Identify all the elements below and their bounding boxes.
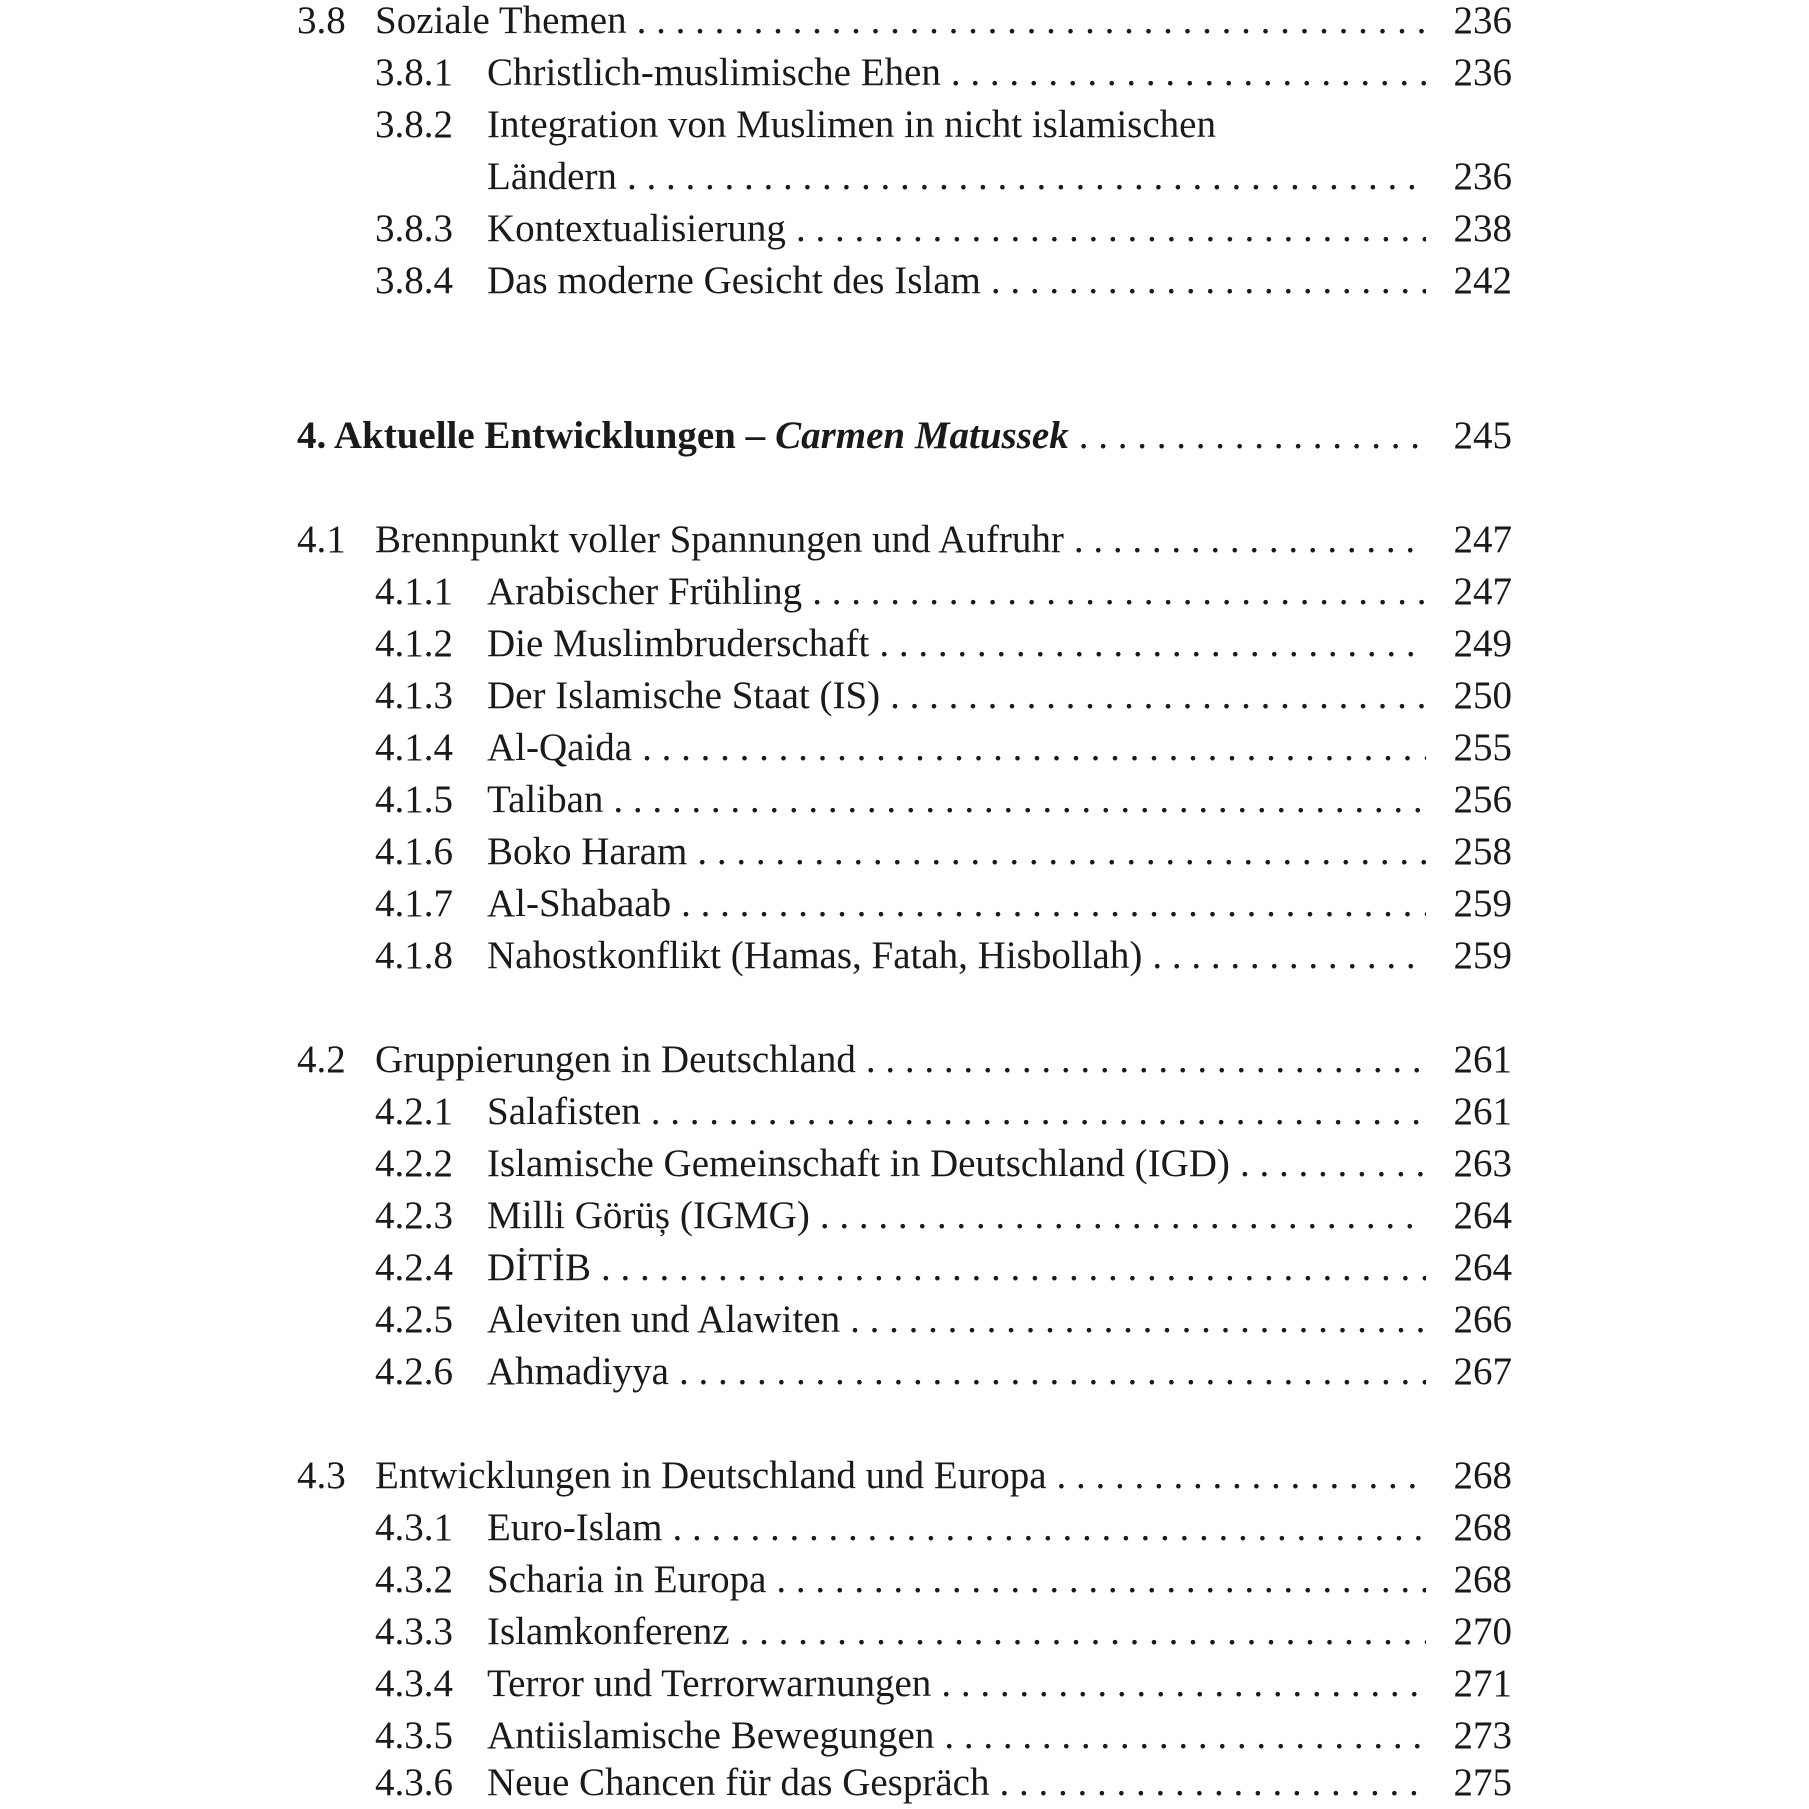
page-number: 273 [1453,1714,1512,1757]
dot-leader [681,878,1426,930]
page-number: 261 [1453,1038,1512,1081]
page-number: 266 [1453,1298,1512,1341]
dot-leader [637,0,1426,47]
page-number: 268 [1453,1558,1512,1601]
section-number: 4.3.2 [375,1558,453,1601]
page-number: 256 [1453,778,1512,821]
dot-leader [651,1086,1426,1138]
toc-entry-4-2-2[interactable] [375,1138,1512,1190]
page-number: 236 [1453,0,1512,42]
section-title: Terror und Terrorwarnungen [487,1662,932,1705]
section-number: 4.2 [297,1038,346,1081]
section-number: 4.2.3 [375,1194,453,1237]
dot-leader [991,255,1426,307]
page-number: 242 [1453,259,1512,302]
dot-leader [1057,1450,1426,1502]
section-title: Arabischer Frühling [487,570,803,613]
page-number: 250 [1453,674,1512,717]
section-number: 4.2.6 [375,1350,453,1393]
section-number: 4.2.5 [375,1298,453,1341]
dot-leader [1152,930,1426,982]
section-title: Aleviten und Alawiten [487,1298,841,1341]
page-number: 268 [1453,1506,1512,1549]
section-title: Nahostkonflikt (Hamas, Fatah, Hisbollah) [487,934,1143,977]
section-number: 4.1 [297,518,346,561]
section-title: Gruppierungen in Deutschland [375,1038,856,1081]
toc-entry-3-8[interactable] [297,0,1512,47]
page-number: 261 [1453,1090,1512,1133]
section-title: Ahmadiyya [487,1350,669,1393]
dot-leader [879,618,1426,670]
toc-entry-4-1-2[interactable] [375,618,1512,670]
section-title: Kontextualisierung [487,207,786,250]
page-number: 264 [1453,1194,1512,1237]
section-number: 4.1.7 [375,882,453,925]
page-number: 275 [1453,1761,1512,1804]
dot-leader [850,1294,1426,1346]
page-number: 271 [1453,1662,1512,1705]
section-title: Soziale Themen [375,0,627,42]
section-title: Die Muslimbruderschaft [487,622,870,665]
dot-leader [679,1346,1426,1398]
dot-leader [890,670,1426,722]
toc-entry-4-3-1[interactable] [375,1502,1512,1554]
section-number: 3.8.2 [375,103,453,146]
toc-entry-4-2-1[interactable] [375,1086,1512,1138]
section-number: 4.3.4 [375,1662,453,1705]
page-number: 267 [1453,1350,1512,1393]
section-number: 4.2.1 [375,1090,453,1133]
toc-entry-4-2[interactable] [297,1034,1512,1086]
toc-entry-3-8-4[interactable] [375,255,1512,307]
section-number: 3.8.4 [375,259,453,302]
dot-leader [1079,410,1426,462]
section-title: Milli Görüș (IGMG) [487,1194,810,1237]
toc-entry-3-8-2-continued[interactable] [487,151,1512,203]
section-title: Scharia in Europa [487,1558,767,1601]
dot-leader [812,566,1426,618]
page-number: 255 [1453,726,1512,769]
toc-entry-4-3-4[interactable] [375,1658,1512,1710]
page-number: 270 [1453,1610,1512,1653]
chapter-title: 4. Aktuelle Entwicklungen – [297,414,766,457]
section-title: DİTİB [487,1246,591,1289]
dot-leader [601,1242,1426,1294]
page-number: 247 [1453,570,1512,613]
dot-leader [999,1757,1426,1809]
page-number: 268 [1453,1454,1512,1497]
toc-entry-4-1-8[interactable] [375,930,1512,982]
dot-leader [740,1606,1426,1658]
dot-leader [672,1502,1426,1554]
toc-entry-3-8-1[interactable] [375,47,1512,99]
section-title: Boko Haram [487,830,688,873]
page-number: 263 [1453,1142,1512,1185]
section-number: 4.3.3 [375,1610,453,1653]
section-title: Al-Shabaab [487,882,672,925]
section-title: Antiislamische Bewegungen [487,1714,935,1757]
toc-entry-4-1-7[interactable] [375,878,1512,930]
section-title: Brennpunkt voller Spannungen und Aufruhr [375,518,1064,561]
toc-entry-4-3-2[interactable] [375,1554,1512,1606]
section-title-continued: Ländern [487,155,617,198]
section-title: Integration von Muslimen in nicht islamischen [487,103,1216,146]
section-title: Euro-Islam [487,1506,663,1549]
page-number: 236 [1453,155,1512,198]
section-number: 4.1.4 [375,726,453,769]
page-number: 259 [1453,882,1512,925]
section-number: 4.1.8 [375,934,453,977]
toc-entry-4-1-5[interactable] [375,774,1512,826]
dot-leader [1074,514,1426,566]
section-number: 4.3.1 [375,1506,453,1549]
section-title: Neue Chancen für das Gespräch [487,1761,990,1804]
toc-entry-4-2-5[interactable] [375,1294,1512,1346]
section-number: 4.2.4 [375,1246,453,1289]
section-number: 4.1.2 [375,622,453,665]
page-number: 259 [1453,934,1512,977]
toc-entry-4-1-1[interactable] [375,566,1512,618]
toc-entry-4-2-4[interactable] [375,1242,1512,1294]
toc-entry-4-3[interactable] [297,1450,1512,1502]
section-number: 4.1.3 [375,674,453,717]
dot-leader [627,151,1426,203]
page-number: 245 [1453,414,1512,457]
toc-entry-4-2-3[interactable] [375,1190,1512,1242]
section-title: Islamkonferenz [487,1610,730,1653]
dot-leader [697,826,1426,878]
toc-entry-4-1-4[interactable] [375,722,1512,774]
section-number: 3.8 [297,0,346,42]
dot-leader [613,774,1426,826]
dot-leader [820,1190,1426,1242]
page-number: 247 [1453,518,1512,561]
toc-entry-4-3-6[interactable] [375,1757,1512,1809]
section-title: Der Islamische Staat (IS) [487,674,881,717]
chapter-author: Carmen Matussek [775,414,1069,457]
toc-entry-4-1[interactable] [297,514,1512,566]
section-number: 4.3.5 [375,1714,453,1757]
dot-leader [941,1658,1426,1710]
dot-leader [1240,1138,1426,1190]
page-number: 236 [1453,51,1512,94]
dot-leader [944,1710,1426,1762]
section-number: 3.8.3 [375,207,453,250]
dot-leader [951,47,1426,99]
toc-entry-3-8-3[interactable] [375,203,1512,255]
section-number: 3.8.1 [375,51,453,94]
toc-entry-4-1-3[interactable] [375,670,1512,722]
dot-leader [796,203,1426,255]
section-number: 4.1.6 [375,830,453,873]
toc-entry-4-2-6[interactable] [375,1346,1512,1398]
section-number: 4.1.1 [375,570,453,613]
section-title: Taliban [487,778,604,821]
section-title: Salafisten [487,1090,641,1133]
dot-leader [776,1554,1426,1606]
section-number: 4.3.6 [375,1761,453,1804]
toc-entry-4-3-3[interactable] [375,1606,1512,1658]
section-title: Christlich-muslimische Ehen [487,51,941,94]
section-title: Al-Qaida [487,726,633,769]
page-number: 238 [1453,207,1512,250]
section-title: Islamische Gemeinschaft in Deutschland (IGD) [487,1142,1230,1185]
section-number: 4.3 [297,1454,346,1497]
toc-chapter-4[interactable] [297,410,1512,462]
section-title: Das moderne Gesicht des Islam [487,259,981,302]
toc-entry-4-1-6[interactable] [375,826,1512,878]
page-number: 258 [1453,830,1512,873]
section-number: 4.2.2 [375,1142,453,1185]
toc-entry-3-8-2[interactable] [375,99,1512,151]
toc-entry-4-3-5[interactable] [375,1710,1512,1762]
page-number: 249 [1453,622,1512,665]
section-number: 4.1.5 [375,778,453,821]
section-title: Entwicklungen in Deutschland und Europa [375,1454,1047,1497]
page-number: 264 [1453,1246,1512,1289]
dot-leader [866,1034,1426,1086]
dot-leader [642,722,1426,774]
